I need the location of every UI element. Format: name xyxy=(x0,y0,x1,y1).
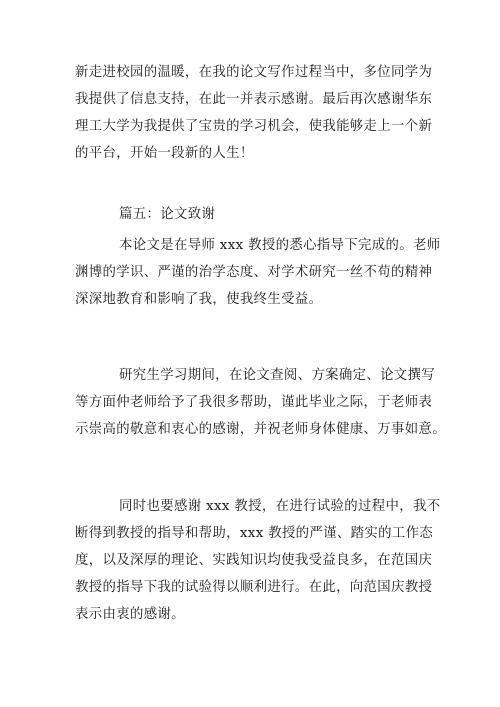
paragraph-line: 表示由衷的感谢。 xyxy=(75,607,185,622)
paragraph-line: 的平台，开始一段新的人生！ xyxy=(75,146,254,161)
section-heading: 篇五：论文致谢 xyxy=(119,207,216,222)
paragraph-line: 同时也要感谢 xxx 教授，在进行试验的过程中，我不 xyxy=(119,499,441,514)
paragraph-line: 我提供了信息支持，在此一并表示感谢。最后再次感谢华东 xyxy=(75,92,433,107)
paragraph-line: 渊博的学识、严谨的治学态度、对学术研究一丝不苟的精神 xyxy=(75,265,433,280)
paragraph-line: 本论文是在导师 xxx 教授的悉心指导下完成的。老师 xyxy=(119,238,441,253)
paragraph-line: 新走进校园的温暖，在我的论文写作过程当中，多位同学为 xyxy=(75,65,433,80)
paragraph-line: 教授的指导下我的试验得以顺利进行。在此，向范国庆教授 xyxy=(75,580,433,595)
paragraph-line: 等方面仲老师给予了我很多帮助，谨此毕业之际，于老师表 xyxy=(75,395,433,410)
paragraph-line: 研究生学习期间，在论文查阅、方案确定、论文撰写 xyxy=(119,368,436,383)
paragraph-line: 示崇高的敬意和衷心的感谢，并祝老师身体健康、万事如意。 xyxy=(75,422,446,437)
paragraph-line: 度，以及深厚的理论、实践知识均使我受益良多，在范国庆 xyxy=(75,553,433,568)
paragraph-line: 理工大学为我提供了宝贵的学习机会，使我能够走上一个新 xyxy=(75,119,433,134)
paragraph-line: 断得到教授的指导和帮助，xxx 教授的严谨、踏实的工作态 xyxy=(75,526,434,541)
paragraph-line: 深深地教育和影响了我，使我终生受益。 xyxy=(75,292,323,307)
